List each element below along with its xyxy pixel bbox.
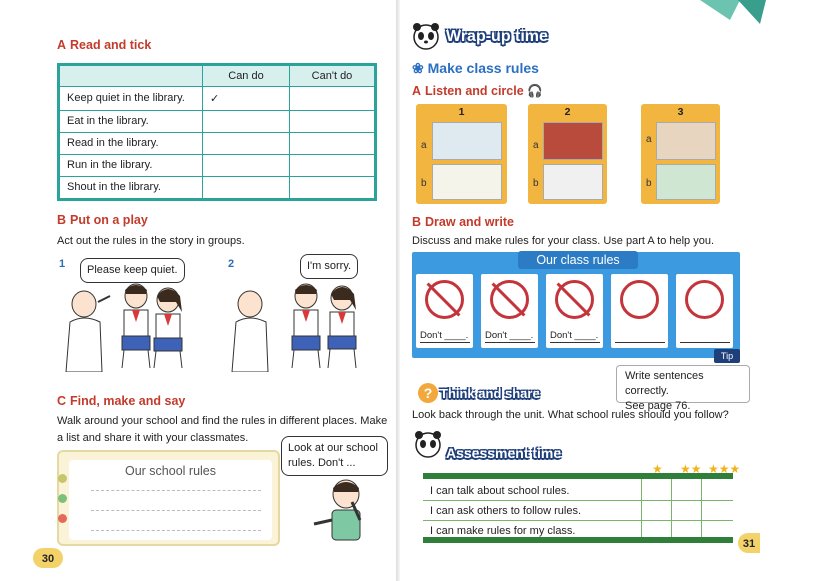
listen-circle-heading	[412, 84, 543, 99]
make-class-rules-subtitle	[412, 60, 539, 77]
students-picture	[656, 164, 716, 200]
computer-room-picture	[432, 122, 502, 160]
paw-icon: ❀	[412, 60, 428, 76]
write-line[interactable]	[91, 490, 261, 491]
scene-number: 1	[59, 258, 66, 270]
rule-sign[interactable]	[481, 274, 538, 348]
can-do-cell[interactable]: ✓	[203, 87, 290, 111]
assessment-title: Assessment time	[446, 445, 562, 461]
section-c-instruction-line2: a list and share it with your classmates.	[57, 432, 249, 444]
speech-bubble: I'm sorry.	[300, 254, 358, 279]
page-number-badge	[33, 548, 63, 568]
tip-box	[616, 365, 750, 412]
rule-sign-label	[615, 330, 665, 343]
option-a-label[interactable]: a	[533, 140, 539, 151]
star-icon: ★★★	[708, 462, 741, 476]
rule-sign[interactable]	[546, 274, 603, 348]
rule-sign-label: Don't ____.	[550, 330, 599, 341]
section-letter: C	[57, 394, 67, 408]
rule-sign-label	[680, 330, 730, 343]
table-row	[60, 110, 375, 132]
rule-sign[interactable]	[416, 274, 473, 348]
panel-number: 1	[458, 106, 465, 118]
panel-number: 2	[564, 106, 571, 118]
section-letter: A	[57, 38, 67, 52]
listen-panel-2	[528, 104, 607, 204]
bullet-dot-icon	[58, 494, 67, 503]
listen-panel-1	[416, 104, 507, 204]
table-row	[60, 154, 375, 176]
cant-do-cell[interactable]	[290, 154, 375, 176]
desk-picture	[432, 164, 502, 200]
assessment-table	[423, 473, 733, 543]
can-do-cell[interactable]	[203, 110, 290, 132]
table-row	[60, 132, 375, 154]
boy-presenting-illustration	[306, 476, 376, 546]
assessment-row: I can ask others to follow rules.	[423, 501, 733, 521]
cant-do-cell[interactable]	[290, 176, 375, 198]
left-page	[0, 0, 398, 581]
think-share-title: Think and share	[440, 386, 540, 401]
table-header-blank	[60, 66, 203, 87]
section-title: Put on a play	[70, 213, 148, 227]
option-b-label[interactable]: b	[533, 178, 539, 189]
rule-sign[interactable]	[611, 274, 668, 348]
option-b-label[interactable]: b	[646, 178, 652, 189]
panda-icon	[412, 430, 444, 458]
column-divider	[641, 479, 642, 537]
assessment-row: I can make rules for my class.	[423, 521, 733, 541]
write-line[interactable]	[91, 530, 261, 531]
headphones-icon: 🎧	[527, 84, 543, 98]
speech-bubble: Please keep quiet.	[80, 258, 185, 283]
column-divider	[701, 479, 702, 537]
panda-icon	[410, 22, 442, 50]
empty-circle-icon	[685, 280, 724, 319]
building-picture	[543, 164, 603, 200]
page-number: 30	[41, 553, 55, 565]
tip-tag: Tip	[714, 349, 740, 363]
school-rules-card-inner	[69, 460, 272, 540]
scene-number: 2	[228, 258, 235, 270]
star-icon: ★	[652, 462, 663, 476]
assessment-row: I can talk about school rules.	[423, 481, 733, 501]
rule-sign[interactable]	[676, 274, 733, 348]
class-rules-board	[412, 252, 740, 358]
section-b-instruction: Act out the rules in the story in groups.	[57, 235, 245, 247]
section-title: Read and tick	[70, 38, 152, 52]
leaf-decoration-icon	[700, 0, 770, 28]
question-mark-icon: ?	[418, 383, 438, 403]
read-and-tick-table	[57, 63, 377, 201]
listen-panel-3	[641, 104, 720, 204]
section-letter: B	[412, 215, 422, 229]
library-scene-1-illustration	[62, 282, 202, 372]
library-scene-2-illustration	[230, 280, 370, 372]
section-c-heading	[57, 394, 185, 408]
class-rules-board-title: Our class rules	[518, 251, 638, 269]
star-icon: ★★	[680, 462, 702, 476]
tip-line: See page 76.	[625, 400, 691, 412]
bubble-line: rules. Don't ...	[288, 456, 356, 469]
can-do-cell[interactable]	[203, 154, 290, 176]
section-letter: A	[412, 84, 422, 98]
rule-cell: Keep quiet in the library.	[60, 87, 203, 111]
draw-write-heading	[412, 215, 514, 229]
table-row	[60, 176, 375, 198]
rule-sign-label: Don't ____.	[420, 330, 469, 341]
draw-write-instruction: Discuss and make rules for your class. Use part A to help you.	[412, 235, 715, 247]
column-divider	[671, 479, 672, 537]
page-number: 31	[742, 538, 756, 550]
wrap-up-title: Wrap-up time	[446, 28, 548, 45]
assessment-bottom-bar	[423, 537, 733, 543]
subtitle-text: Make class rules	[427, 60, 539, 76]
think-share-question: Look back through the unit. What school rules should you follow?	[412, 409, 729, 421]
option-a-label[interactable]: a	[646, 134, 652, 145]
table-header-can-do: Can do	[203, 66, 290, 87]
option-a-label[interactable]: a	[421, 140, 427, 151]
can-do-cell[interactable]	[203, 132, 290, 154]
rule-sign-label: Don't ____.	[485, 330, 534, 341]
rule-cell: Run in the library.	[60, 154, 203, 176]
tip-line: Write sentences correctly.	[625, 370, 704, 397]
section-a-heading	[57, 38, 151, 52]
section-title: Listen and circle	[425, 84, 524, 98]
classroom-desk-picture	[656, 122, 716, 160]
school-rules-card	[57, 450, 280, 546]
section-letter: B	[57, 213, 67, 227]
bubble-line: Look at our school	[288, 442, 378, 454]
rule-cell: Read in the library.	[60, 132, 203, 154]
speech-bubble	[281, 436, 388, 476]
rule-cell: Eat in the library.	[60, 110, 203, 132]
write-line[interactable]	[91, 510, 261, 511]
empty-circle-icon	[620, 280, 659, 319]
cant-do-cell[interactable]	[290, 110, 375, 132]
option-b-label[interactable]: b	[421, 178, 427, 189]
section-title: Find, make and say	[70, 394, 186, 408]
table-row	[60, 87, 375, 111]
table-header-cant-do: Can't do	[290, 66, 375, 87]
panel-number: 3	[677, 106, 684, 118]
running-track-picture	[543, 122, 603, 160]
section-b-heading	[57, 213, 148, 227]
school-rules-card-title: Our school rules	[124, 464, 216, 478]
section-c-instruction-line1: Walk around your school and find the rules in different places. Make	[57, 415, 388, 427]
cant-do-cell[interactable]	[290, 87, 375, 111]
page-number-badge	[738, 533, 760, 553]
cant-do-cell[interactable]	[290, 132, 375, 154]
rule-cell: Shout in the library.	[60, 176, 203, 198]
can-do-cell[interactable]	[203, 176, 290, 198]
section-title: Draw and write	[425, 215, 514, 229]
bullet-dot-icon	[58, 474, 67, 483]
bullet-dot-icon	[58, 514, 67, 523]
